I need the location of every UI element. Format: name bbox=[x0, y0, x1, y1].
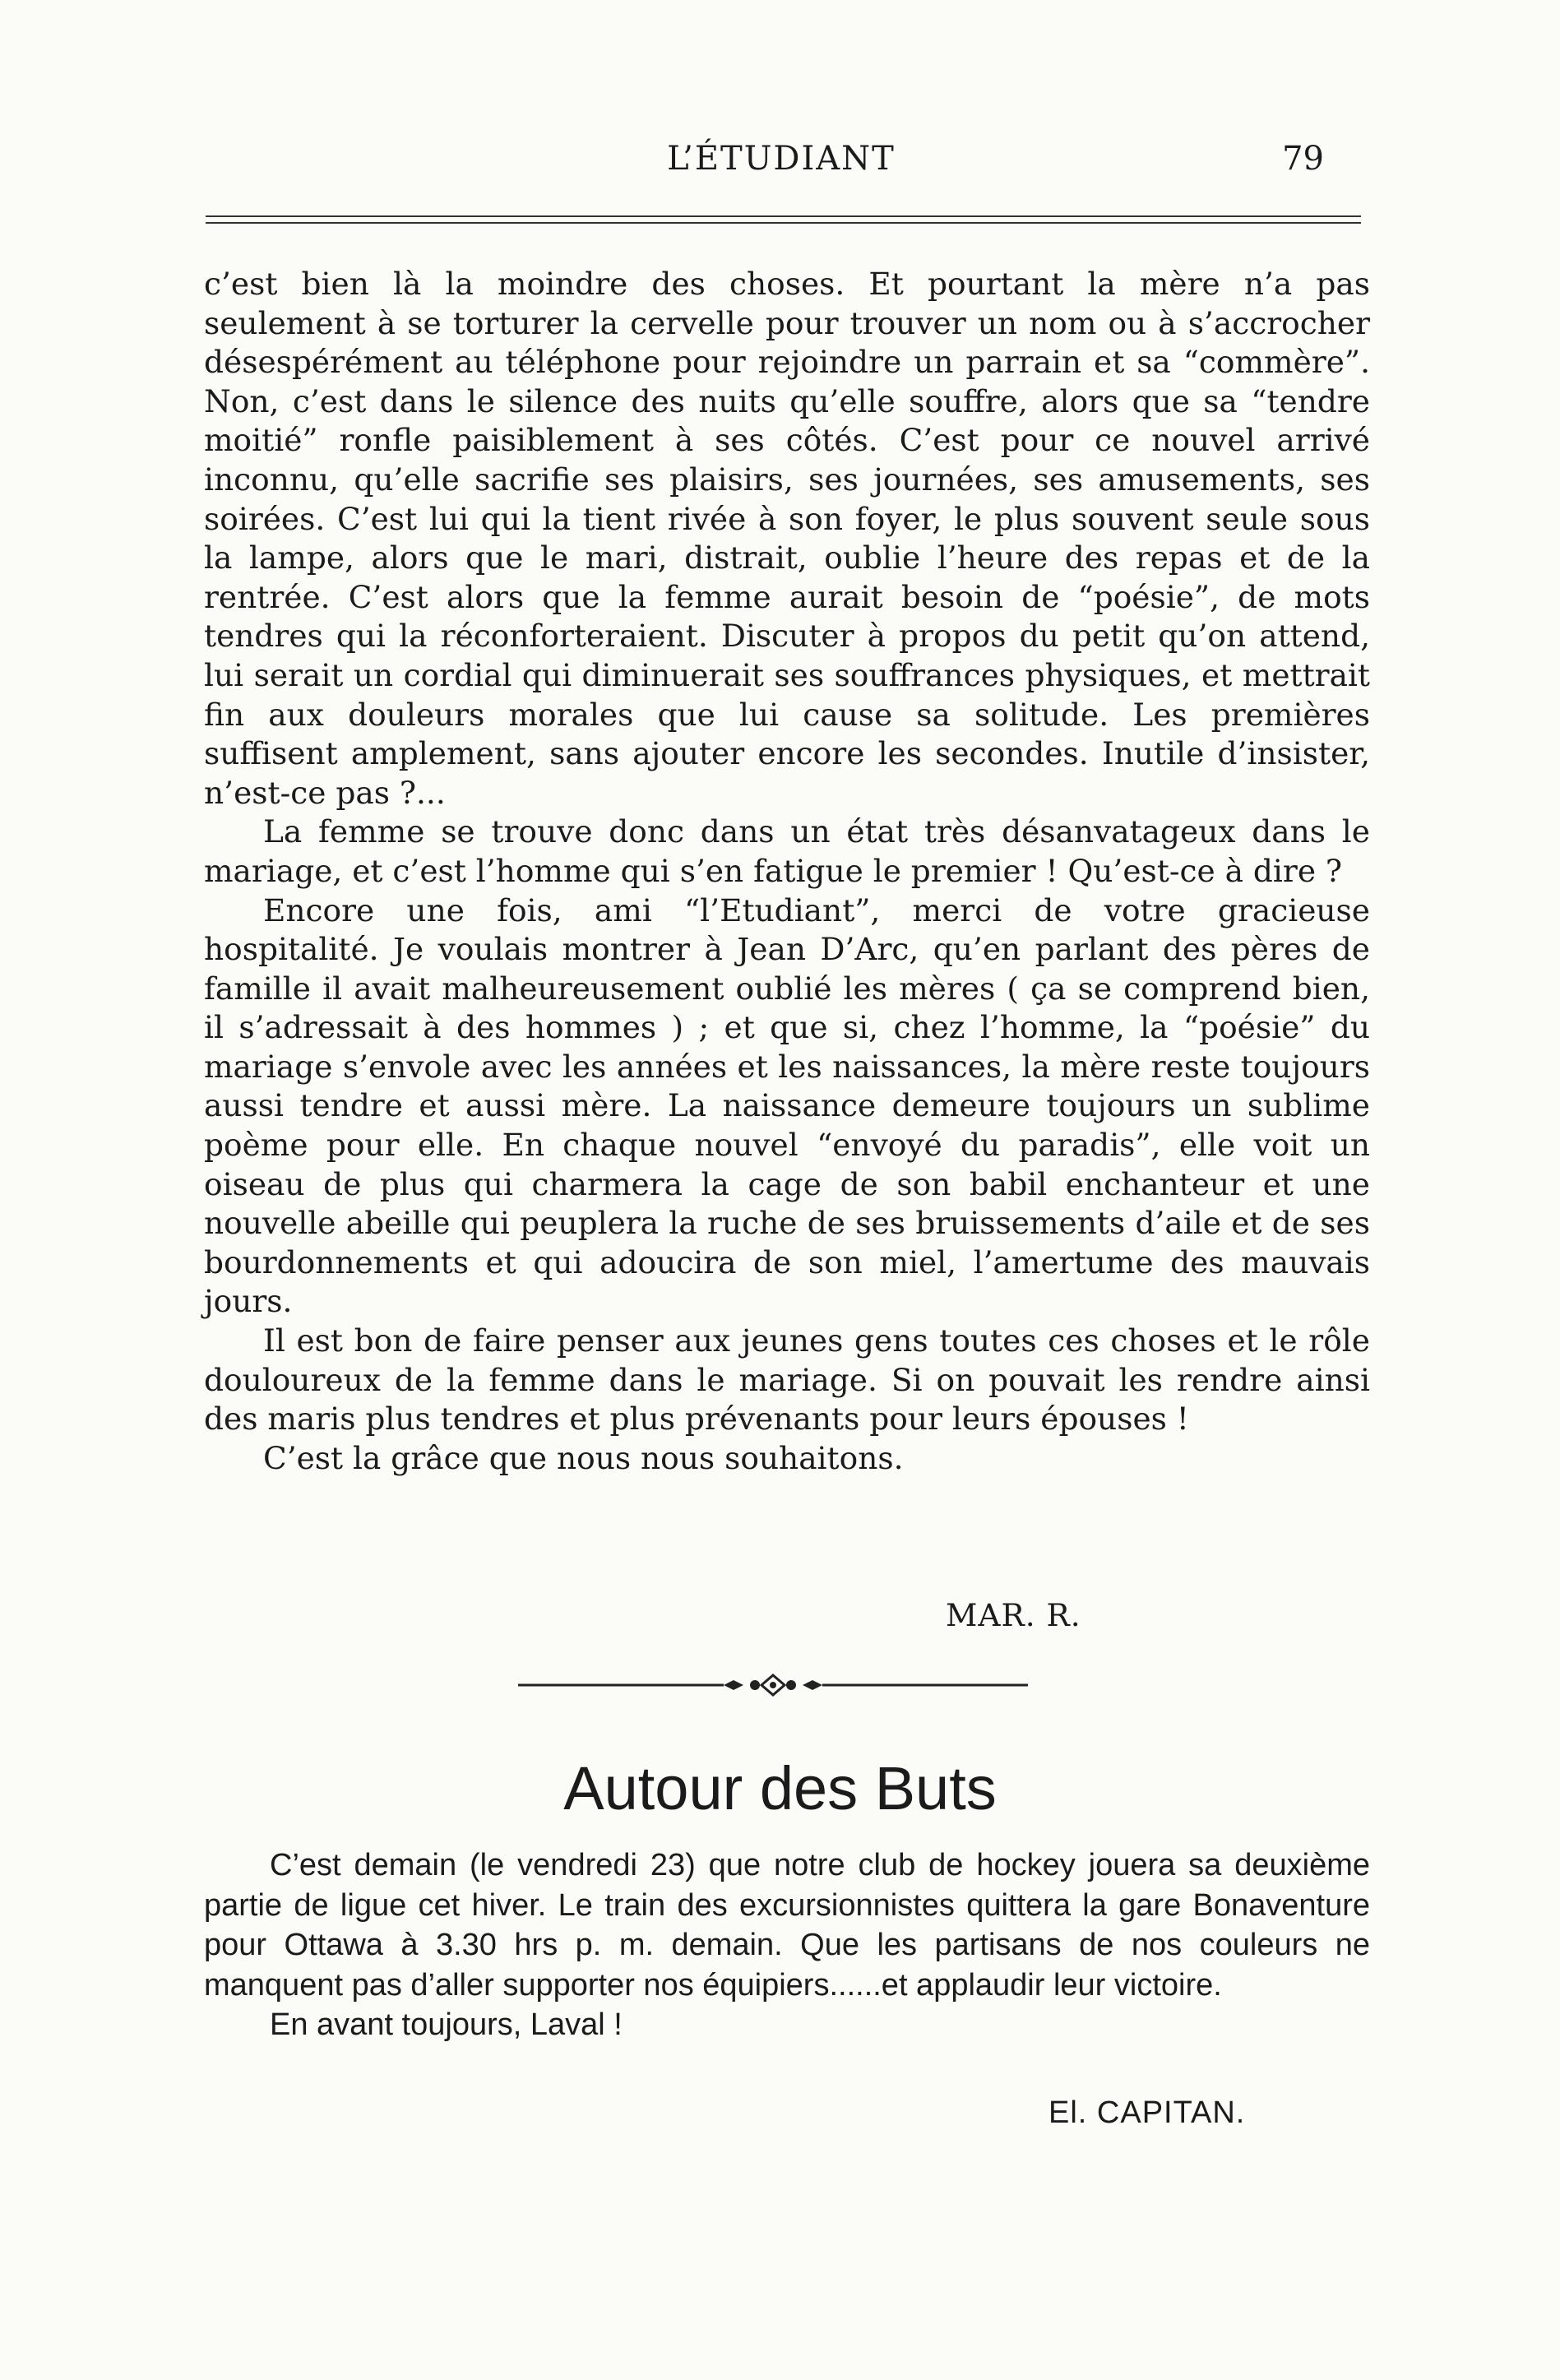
article-paragraph: La femme se trouve donc dans un état très désanvatageux dans le mariage, et c’est l’homme qui s’en fatigue le premier ! Qu’est-ce à dire ? bbox=[204, 813, 1370, 889]
page-number: 79 bbox=[1282, 140, 1324, 178]
header-rule bbox=[206, 215, 1361, 217]
article-paragraph: Il est bon de faire penser aux jeunes gens toutes ces choses et le rôle douloureux de la femme dans le mariage. Si on pouvait les rendre ainsi des maris plus tendres et plus prévenants pour leurs épouses ! bbox=[204, 1322, 1370, 1438]
page-header bbox=[206, 140, 1357, 189]
article-paragraph: En avant toujours, Laval ! bbox=[270, 2007, 623, 2042]
sports-signature: El. CAPITAN. bbox=[1048, 2095, 1246, 2130]
letter-article bbox=[204, 265, 1370, 1478]
ornamental-divider bbox=[518, 1673, 1028, 1697]
article-paragraph: Encore une fois, ami “l’Etudiant”, merci de votre gracieuse hospitalité. Je voulais montrer à Jean D’Arc, qu’en parlant des pères de famille il avait malheureusement oublié les mères ( ça se comprend bien, il s’adressait à des hommes ) ; et que si, chez l’homme, la “poésie” du mariage s’envole avec les années et les naissances, la mère reste toujours aussi tendre et aussi mère. La naissance demeure toujours un sublime poème pour elle. En chaque nouvel “envoyé du paradis”, elle voit un oiseau de plus qui charmera la cage de son babil enchanteur et une nouvelle abeille qui peuplera la ruche de ses bruissements d’aile et de ses bourdonnements et qui adoucira de son miel, l’amertume des mauvais jours. bbox=[204, 891, 1370, 1320]
header-rule bbox=[206, 222, 1361, 224]
sports-article bbox=[204, 1845, 1370, 2045]
article-signature: MAR. R. bbox=[946, 1597, 1081, 1633]
article-paragraph: c’est bien là la moindre des choses. Et pourtant la mère n’a pas seulement à se torturer la cervelle pour trouver un nom ou à s’accrocher désespérément au téléphone pour rejoindre un parrain et sa “commère”. Non, c’est dans le silence des nuits qu’elle souffre, alors que sa “tendre moitié” ronfle paisiblement à ses côtés. C’est pour ce nouvel arrivé inconnu, qu’elle sacrifie ses plaisirs, ses journées, ses amusements, ses soirées. C’est lui qui la tient rivée à son foyer, le plus souvent seule sous la lampe, alors que le mari, distrait, oublie l’heure des repas et de la rentrée. C’est alors que la femme aurait besoin de “poésie”, de mots tendres qui la réconforteraient. Discuter à propos du petit qu’on attend, lui serait un cordial qui diminuerait ses souffrances physiques, et mettrait fin aux douleurs morales que lui cause sa solitude. Les premières suffisent amplement, sans ajouter encore les secondes. Inutile d’insister, n’est-ce pas ?... bbox=[204, 266, 1370, 811]
section-title: Autour des Buts bbox=[563, 1754, 997, 1822]
article-paragraph: C’est demain (le vendredi 23) que notre club de hockey jouera sa deuxième partie de ligue cet hiver. Le train des excursionnistes quittera la gare Bonaventure pour Ottawa à 3.30 hrs p. m. demain. Que les partisans de nos couleurs ne manquent pas d’aller supporter nos équipiers......et applaudir leur victoire. bbox=[204, 1848, 1370, 2003]
running-title: L’ÉTUDIANT bbox=[667, 140, 896, 178]
article-paragraph: C’est la grâce que nous nous souhaitons. bbox=[263, 1439, 904, 1476]
